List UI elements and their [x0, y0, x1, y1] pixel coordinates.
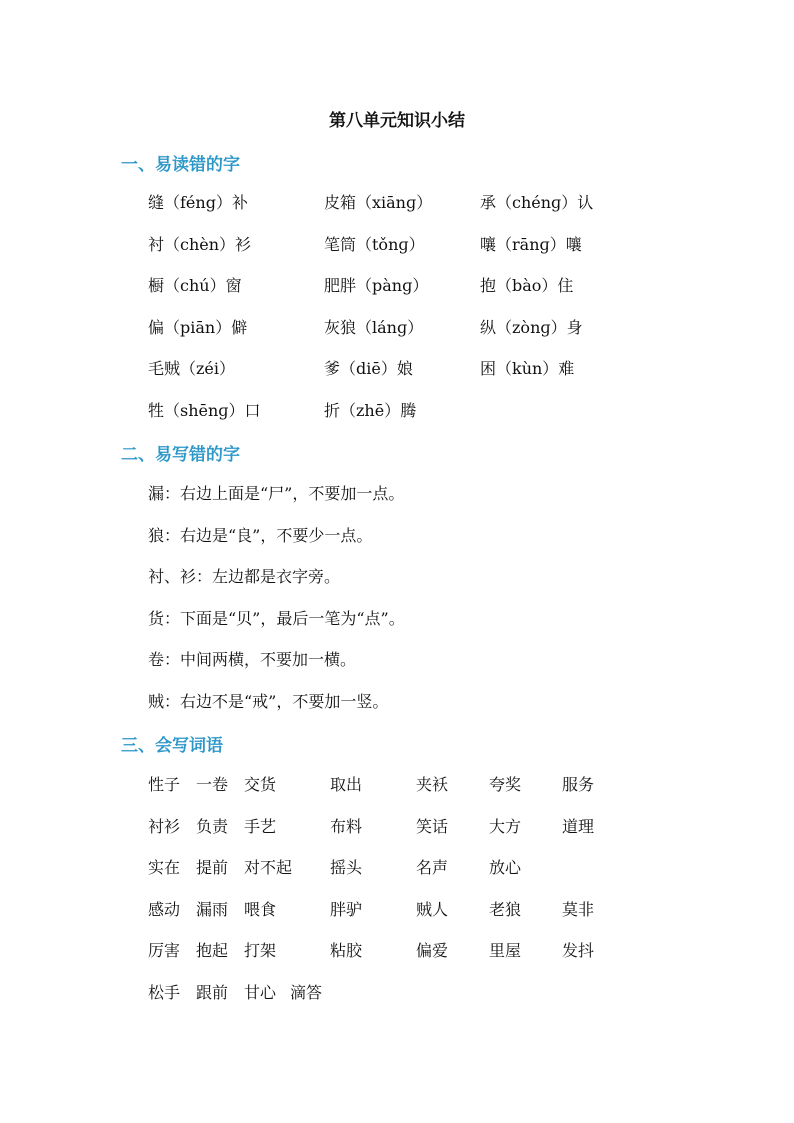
note-item: 狼：右边是“良”，不要少一点。	[148, 525, 373, 545]
word-row	[148, 814, 668, 856]
word-item: 对不起	[244, 858, 293, 877]
word-item: 夸奖	[489, 775, 522, 794]
list-item: 纵（zònɡ）身	[480, 317, 583, 337]
list-row	[148, 398, 648, 440]
word-item: 胖驴	[330, 899, 363, 919]
note-item: 卷：中间两横，不要加一横。	[148, 650, 357, 669]
word-row	[148, 980, 668, 1022]
word-item: 大方	[489, 816, 522, 836]
word-item: 发抖	[562, 941, 595, 960]
list-row	[148, 315, 648, 357]
word-item: 贼人	[416, 899, 449, 919]
list-item: 笔筒（tǒnɡ）	[324, 234, 425, 254]
list-row	[148, 356, 648, 398]
list-item: 皮箱（xiānɡ）	[324, 193, 433, 212]
word-list	[148, 772, 668, 1021]
word-item: 老狼	[489, 899, 522, 919]
note-item: 衬、衫：左边都是衣字旁。	[148, 567, 341, 586]
list-row	[148, 273, 648, 315]
list-item: 缝（féng）补	[148, 193, 248, 212]
list-row	[148, 190, 648, 232]
list-item: 偏（piān）僻	[148, 317, 248, 337]
list-row	[148, 232, 648, 274]
word-item: 性子	[148, 775, 181, 794]
word-item: 衬衫	[148, 816, 181, 836]
miswritten-notes	[148, 481, 708, 730]
word-item: 放心	[489, 858, 522, 877]
word-item: 服务	[562, 775, 595, 794]
word-item: 甘心	[244, 982, 277, 1002]
note-item: 货：下面是“贝”，最后一笔为“点”。	[148, 608, 405, 628]
list-item: 爹（diē）娘	[324, 359, 413, 378]
page-title: 第八单元知识小结	[329, 111, 465, 131]
word-item: 喂食	[244, 899, 277, 919]
word-row	[148, 772, 668, 814]
word-item: 抱起	[196, 941, 229, 960]
word-item: 道理	[562, 816, 595, 836]
list-item: 嚷（rānɡ）嚷	[480, 234, 582, 254]
section-heading-miswritten: 二、易写错的字	[121, 445, 240, 465]
word-item: 跟前	[196, 982, 229, 1002]
list-item: 灰狼（lánɡ）	[324, 317, 424, 337]
word-item: 提前	[196, 858, 229, 877]
word-item: 偏爱	[416, 941, 449, 960]
word-item: 交货	[244, 775, 277, 794]
misread-characters-list	[148, 190, 648, 439]
list-item: 衬（chèn）衫	[148, 234, 252, 254]
list-item: 橱（chú）窗	[148, 276, 242, 295]
word-item: 松手	[148, 982, 181, 1002]
word-item: 夹袄	[416, 775, 449, 794]
word-item: 打架	[244, 941, 277, 960]
word-item: 摇头	[330, 858, 363, 877]
list-item: 肥胖（pànɡ）	[324, 276, 429, 295]
word-row	[148, 855, 668, 897]
list-item: 牲（shēnɡ）口	[148, 400, 261, 420]
word-item: 厉害	[148, 941, 181, 960]
word-item: 笑话	[416, 816, 449, 836]
word-item: 手艺	[244, 816, 277, 836]
word-item: 滴答	[290, 982, 323, 1002]
section-heading-misread: 一、易读错的字	[121, 155, 240, 175]
note-item: 漏：右边上面是“尸”，不要加一点。	[148, 484, 405, 503]
word-item: 里屋	[489, 941, 522, 960]
word-item: 取出	[330, 775, 363, 794]
word-row	[148, 938, 668, 980]
section-heading-words: 三、会写词语	[121, 736, 223, 756]
note-item: 贼：右边不是“戒”，不要加一竖。	[148, 691, 389, 711]
word-row	[148, 897, 668, 939]
word-item: 负责	[196, 816, 229, 836]
list-item: 折（zhē）腾	[324, 400, 417, 420]
list-item: 承（chénɡ）认	[480, 193, 594, 212]
word-item: 感动	[148, 899, 181, 919]
word-item: 名声	[416, 858, 449, 877]
word-item: 粘胶	[330, 941, 363, 960]
word-item: 实在	[148, 858, 181, 877]
word-item: 一卷	[196, 775, 229, 794]
word-item: 莫非	[562, 899, 595, 919]
list-item: 抱（bào）住	[480, 276, 574, 295]
word-item: 布料	[330, 816, 363, 836]
word-item: 漏雨	[196, 899, 229, 919]
list-item: 困（kùn）难	[480, 359, 575, 378]
list-item: 毛贼（zéi）	[148, 359, 236, 378]
